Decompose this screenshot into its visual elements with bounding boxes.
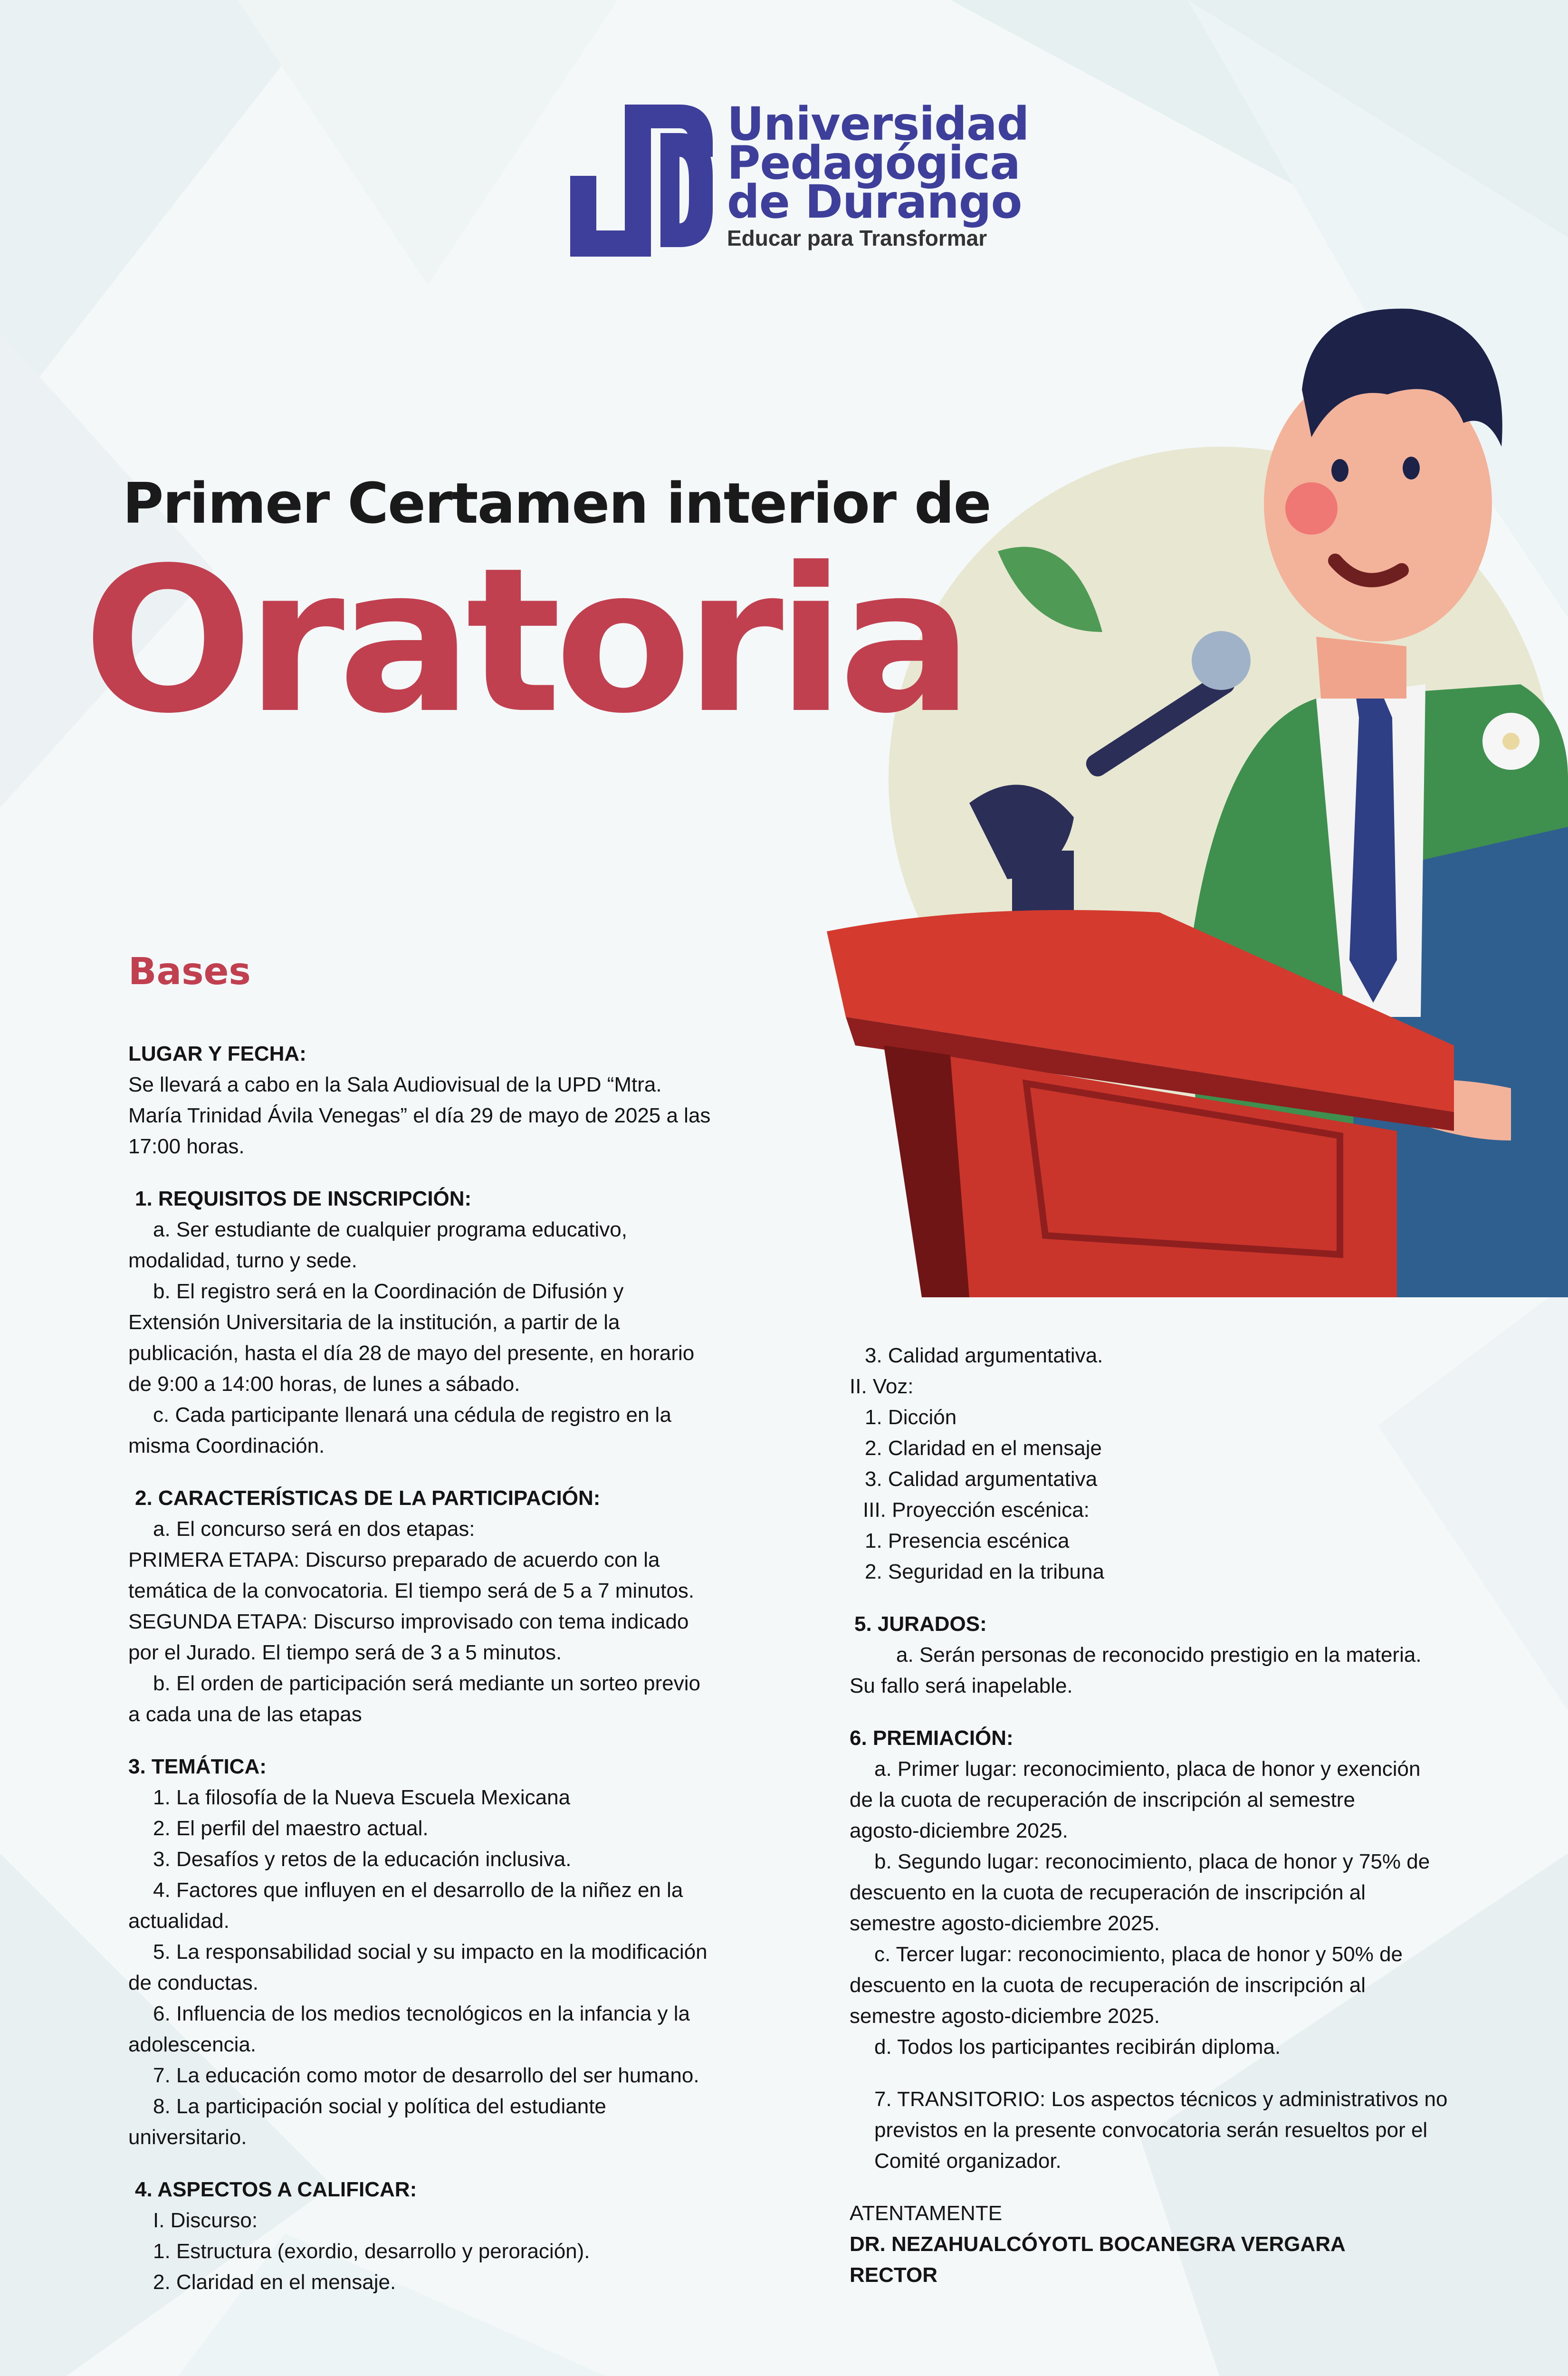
text-line: a. Serán personas de reconocido prestigio en la materia.: [896, 1643, 1422, 1667]
text-line: 3. Calidad argumentativa: [865, 1467, 1098, 1491]
text-line: 1. La filosofía de la Nueva Escuela Mexicana: [153, 1786, 571, 1809]
text-line: misma Coordinación.: [128, 1434, 325, 1457]
text-line: II. Voz:: [850, 1375, 914, 1398]
text-line: 1. Presencia escénica: [865, 1529, 1070, 1552]
upd-logo-icon: [570, 105, 713, 257]
text-line: b. El orden de participación será mediante un sorteo previo: [153, 1672, 701, 1695]
text-line: a cada una de las etapas: [128, 1703, 362, 1726]
text-line: 3. Calidad argumentativa.: [865, 1344, 1103, 1367]
text-line: descuento en la cuota de recuperación de inscripción al: [850, 1974, 1366, 1997]
text-line: 2. El perfil del maestro actual.: [153, 1817, 429, 1840]
text-line: b. El registro será en la Coordinación de Difusión y: [153, 1280, 624, 1303]
bases-heading: Bases: [128, 950, 251, 993]
text-line: 7. TRANSITORIO: Los aspectos técnicos y administrativos no: [874, 2088, 1448, 2111]
text-line: publicación, hasta el día 28 de mayo del presente, en horario: [128, 1341, 695, 1365]
signer-name: DR. NEZAHUALCÓYOTL BOCANEGRA VERGARA: [850, 2232, 1346, 2256]
text-line: PRIMERA ETAPA: Discurso preparado de acuerdo con la: [128, 1548, 660, 1571]
text-line: 2. Seguridad en la tribuna: [865, 1560, 1104, 1583]
section-heading-caracteristicas: 2. CARACTERÍSTICAS DE LA PARTICIPACIÓN:: [135, 1486, 601, 1510]
section-heading-jurados: 5. JURADOS:: [854, 1612, 987, 1636]
bases-column-left: [128, 1038, 774, 2298]
section-heading-lugar: LUGAR Y FECHA:: [128, 1042, 306, 1065]
text-line: Se llevará a cabo en la Sala Audiovisual de la UPD “Mtra.: [128, 1073, 662, 1096]
text-line: temática de la convocatoria. El tiempo será de 5 a 7 minutos.: [128, 1579, 695, 1602]
text-line: Extensión Universitaria de la institución, a partir de la: [128, 1311, 620, 1334]
text-line: I. Discurso:: [153, 2209, 258, 2232]
text-line: 7. La educación como motor de desarrollo del ser humano.: [153, 2064, 699, 2087]
text-line: semestre agosto-diciembre 2025.: [850, 2004, 1160, 2028]
closing-atentamente: ATENTAMENTE: [850, 2202, 1003, 2225]
text-line: adolescencia.: [128, 2033, 257, 2056]
section-heading-requisitos: 1. REQUISITOS DE INSCRIPCIÓN:: [135, 1187, 472, 1210]
text-line: por el Jurado. El tiempo será de 3 a 5 minutos.: [128, 1641, 562, 1664]
section-heading-premiacion: 6. PREMIACIÓN:: [850, 1726, 1013, 1750]
text-line: a. Primer lugar: reconocimiento, placa de honor y exención: [874, 1757, 1421, 1781]
speaker-illustration: [827, 304, 1568, 1297]
text-line: modalidad, turno y sede.: [128, 1249, 357, 1272]
text-line: semestre agosto-diciembre 2025.: [850, 1912, 1160, 1935]
text-line: 1. Estructura (exordio, desarrollo y peroración).: [153, 2240, 590, 2263]
text-line: 4. Factores que influyen en el desarrollo de la niñez en la: [153, 1878, 683, 1902]
text-line: III. Proyección escénica:: [863, 1498, 1090, 1522]
text-line: de 9:00 a 14:00 horas, de lunes a sábado.: [128, 1372, 520, 1396]
text-line: SEGUNDA ETAPA: Discurso improvisado con tema indicado: [128, 1610, 689, 1633]
text-line: actualidad.: [128, 1909, 229, 1933]
text-line: a. El concurso será en dos etapas:: [153, 1517, 475, 1541]
text-line: 2. Claridad en el mensaje.: [153, 2271, 396, 2294]
section-heading-aspectos: 4. ASPECTOS A CALIFICAR:: [135, 2178, 417, 2201]
bases-column-right: [850, 1340, 1496, 2290]
section-heading-tematica: 3. TEMÁTICA:: [128, 1755, 267, 1778]
text-line: 2. Claridad en el mensaje: [865, 1437, 1102, 1460]
text-line: Su fallo será inapelable.: [850, 1674, 1073, 1697]
title-subheading: Primer Certamen interior de: [123, 470, 991, 536]
title-oratoria: Oratoria: [83, 525, 967, 757]
text-line: universitario.: [128, 2126, 247, 2149]
text-line: 1. Dicción: [865, 1406, 957, 1429]
text-line: previstos en la presente convocatoria serán resueltos por el: [874, 2118, 1428, 2142]
text-line: a. Ser estudiante de cualquier programa educativo,: [153, 1218, 627, 1241]
text-line: agosto-diciembre 2025.: [850, 1819, 1068, 1842]
text-line: Comité organizador.: [874, 2149, 1061, 2173]
text-line: 17:00 horas.: [128, 1135, 245, 1158]
text-line: d. Todos los participantes recibirán diploma.: [874, 2035, 1281, 2059]
text-line: c. Tercer lugar: reconocimiento, placa de honor y 50% de: [874, 1943, 1403, 1966]
text-line: María Trinidad Ávila Venegas” el día 29 de mayo de 2025 a las: [128, 1104, 711, 1127]
text-line: b. Segundo lugar: reconocimiento, placa de honor y 75% de: [874, 1850, 1430, 1873]
text-line: de conductas.: [128, 1971, 258, 1994]
logo-text-universidad: Universidad: [727, 97, 1029, 151]
text-line: 6. Influencia de los medios tecnológicos en la infancia y la: [153, 2002, 690, 2025]
text-line: 5. La responsabilidad social y su impacto en la modificación: [153, 1940, 708, 1964]
text-line: c. Cada participante llenará una cédula de registro en la: [153, 1403, 671, 1427]
text-line: descuento en la cuota de recuperación de inscripción al: [850, 1881, 1366, 1904]
logo-slogan: Educar para Transformar: [727, 226, 987, 250]
text-line: 8. La participación social y política del estudiante: [153, 2095, 606, 2118]
text-line: de la cuota de recuperación de inscripción al semestre: [850, 1788, 1355, 1811]
text-line: 3. Desafíos y retos de la educación inclusiva.: [153, 1848, 572, 1871]
logo-text-pedagogica: Pedagógica: [727, 136, 1020, 190]
logo-text-durango: de Durango: [727, 175, 1022, 229]
signer-role: RECTOR: [850, 2263, 937, 2287]
university-logo: [570, 97, 1029, 261]
